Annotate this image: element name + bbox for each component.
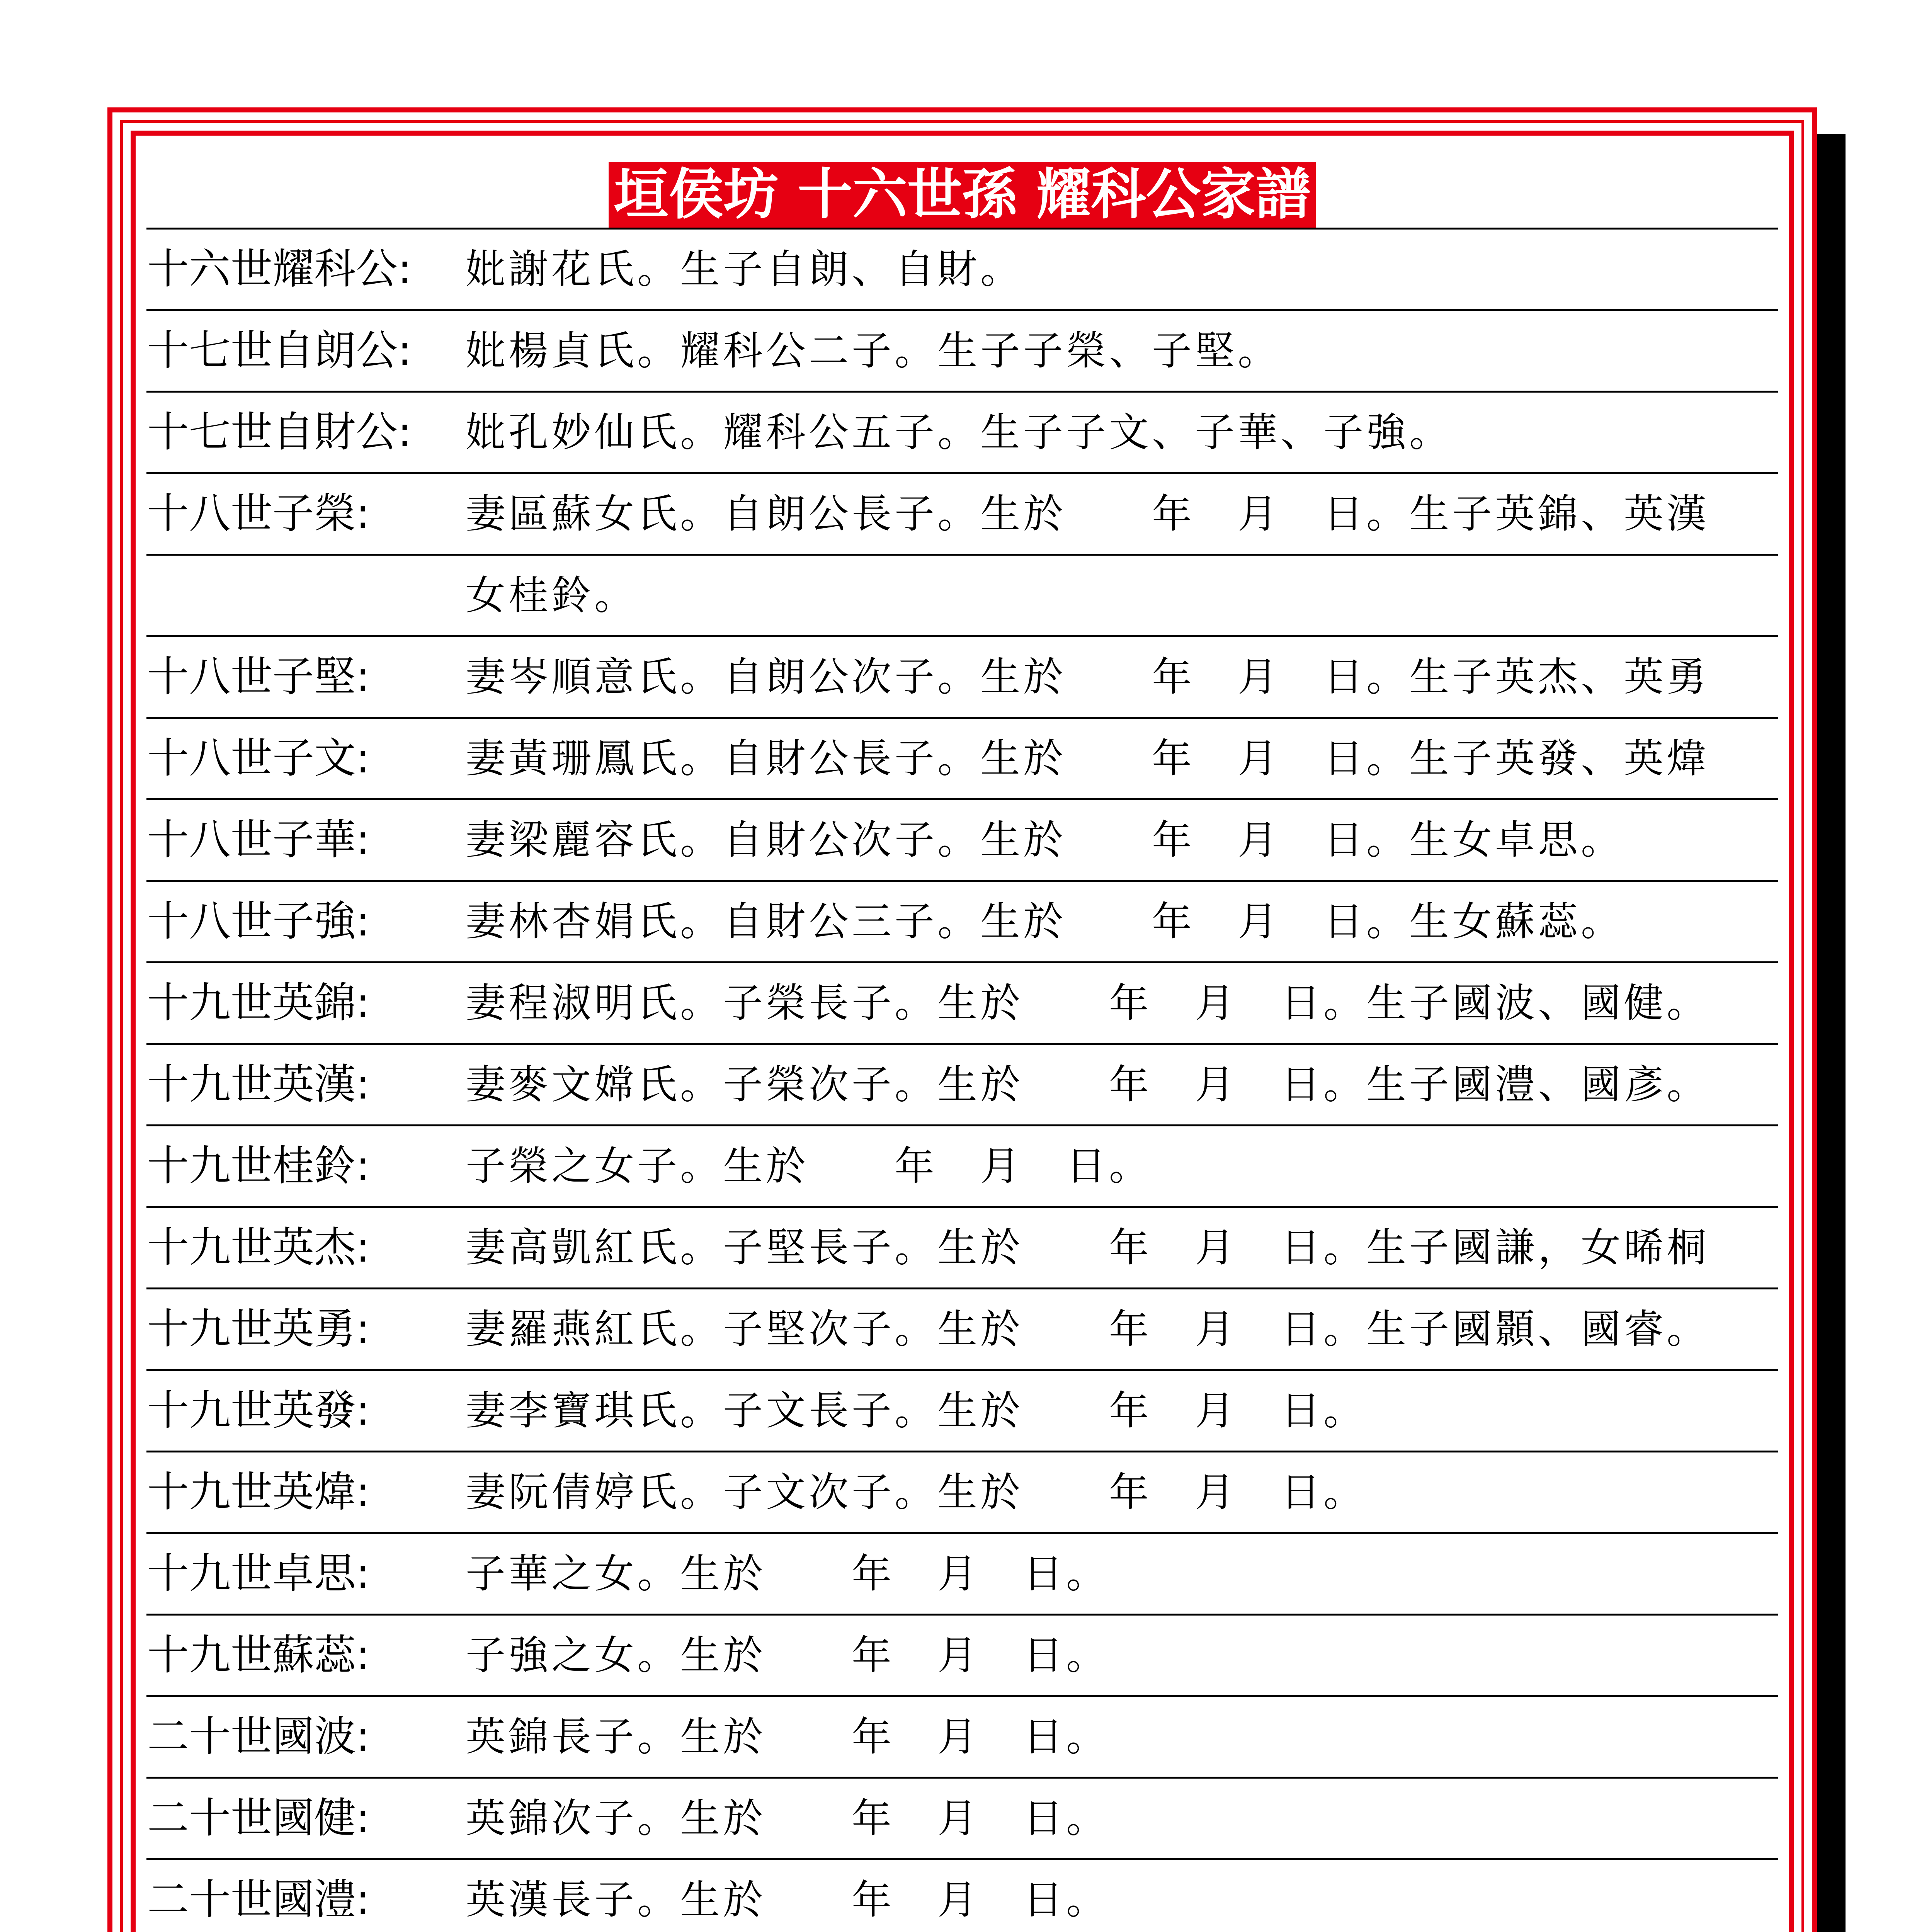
table-row <box>146 719 1778 800</box>
entry-text: 妻岑順意氏。自朗公次子。生於 年 月 日。生子英杰、英勇 <box>466 654 1709 700</box>
entry-label: 十八世子強: <box>147 897 370 946</box>
entry-text: 子強之女。生於 年 月 日。 <box>466 1632 1109 1679</box>
entry-label: 二十世國波: <box>147 1713 370 1761</box>
entry-label: 十九世英煒: <box>147 1468 370 1516</box>
table-row <box>146 1534 1778 1616</box>
table-row <box>146 1371 1778 1452</box>
table-row <box>146 1697 1778 1779</box>
entry-text: 英錦長子。生於 年 月 日。 <box>466 1714 1109 1760</box>
entry-label: 十九世英漢: <box>147 1060 370 1109</box>
entry-label: 十九世英杰: <box>147 1223 370 1272</box>
table-row <box>146 1208 1778 1289</box>
entry-text: 妻梁麗容氏。自財公次子。生於 年 月 日。生女卓思。 <box>466 817 1624 863</box>
entry-text: 妣孔妙仙氏。耀科公五子。生子子文、子華、子強。 <box>466 409 1452 456</box>
genealogy-table <box>146 146 1778 1932</box>
entry-label: 二十世國澧: <box>147 1876 370 1924</box>
table-row <box>146 556 1778 637</box>
entry-label: 十七世自財公: <box>147 408 412 456</box>
table-row <box>146 1289 1778 1371</box>
table-row <box>146 637 1778 719</box>
entry-label: 十八世子堅: <box>147 653 370 701</box>
entry-label: 十九世蘇蕊: <box>147 1631 370 1679</box>
entry-label: 二十世國健: <box>147 1794 370 1842</box>
entry-text: 妣謝花氏。生子自朗、自財。 <box>466 246 1023 293</box>
table-row <box>146 963 1778 1045</box>
entry-text: 妻區蘇女氏。自朗公長子。生於 年 月 日。生子英錦、英漢 <box>466 491 1709 537</box>
table-row <box>146 882 1778 963</box>
entry-text: 妻羅燕紅氏。子堅次子。生於 年 月 日。生子國顥、國睿。 <box>466 1306 1709 1352</box>
entry-text: 妻麥文嫦氏。子榮次子。生於 年 月 日。生子國澧、國彥。 <box>466 1061 1709 1108</box>
entry-text: 妻林杏娟氏。自財公三子。生於 年 月 日。生女蘇蕊。 <box>466 898 1624 945</box>
page-title: 垣侯坊 十六世孫 耀科公家譜 <box>609 162 1316 228</box>
table-row <box>146 474 1778 556</box>
entries-list <box>146 230 1778 1932</box>
entry-text: 妻阮倩婷氏。子文次子。生於 年 月 日。 <box>466 1469 1366 1515</box>
entry-text: 妻程淑明氏。子榮長子。生於 年 月 日。生子國波、國健。 <box>466 980 1709 1026</box>
table-row <box>146 1126 1778 1208</box>
entry-text: 英漢長子。生於 年 月 日。 <box>466 1877 1109 1923</box>
table-row <box>146 800 1778 882</box>
entry-label: 十六世耀科公: <box>147 245 412 293</box>
entry-label: 十七世自朗公: <box>147 327 412 375</box>
title-row <box>146 146 1778 230</box>
table-row <box>146 393 1778 474</box>
entry-label: 十九世卓思: <box>147 1549 370 1598</box>
table-row <box>146 1045 1778 1126</box>
entry-text: 子榮之女子。生於 年 月 日。 <box>466 1143 1152 1189</box>
entry-label: 十八世子文: <box>147 734 370 782</box>
entry-text: 妣楊貞氏。耀科公二子。生子子榮、子堅。 <box>466 328 1281 374</box>
page-border <box>107 107 1817 1932</box>
entry-text: 英錦次子。生於 年 月 日。 <box>466 1795 1109 1842</box>
table-row <box>146 1452 1778 1534</box>
table-row <box>146 230 1778 311</box>
table-row <box>146 1860 1778 1932</box>
entry-label: 十九世英發: <box>147 1386 370 1435</box>
entry-label: 十九世英勇: <box>147 1305 370 1353</box>
entry-text: 妻李寶琪氏。子文長子。生於 年 月 日。 <box>466 1388 1366 1434</box>
entry-label: 十八世子華: <box>147 816 370 864</box>
entry-text: 女桂鈴。 <box>466 572 637 619</box>
entry-text: 子華之女。生於 年 月 日。 <box>466 1551 1109 1597</box>
entry-label: 十八世子榮: <box>147 490 370 538</box>
table-row <box>146 1779 1778 1860</box>
table-row <box>146 1616 1778 1697</box>
table-row <box>146 311 1778 393</box>
entry-text: 妻高凱紅氏。子堅長子。生於 年 月 日。生子國謙，女晞桐 <box>466 1225 1709 1271</box>
entry-label: 十九世桂鈴: <box>147 1142 370 1190</box>
entry-text: 妻黃珊鳳氏。自財公長子。生於 年 月 日。生子英發、英煒 <box>466 735 1709 782</box>
entry-label: 十九世英錦: <box>147 979 370 1027</box>
